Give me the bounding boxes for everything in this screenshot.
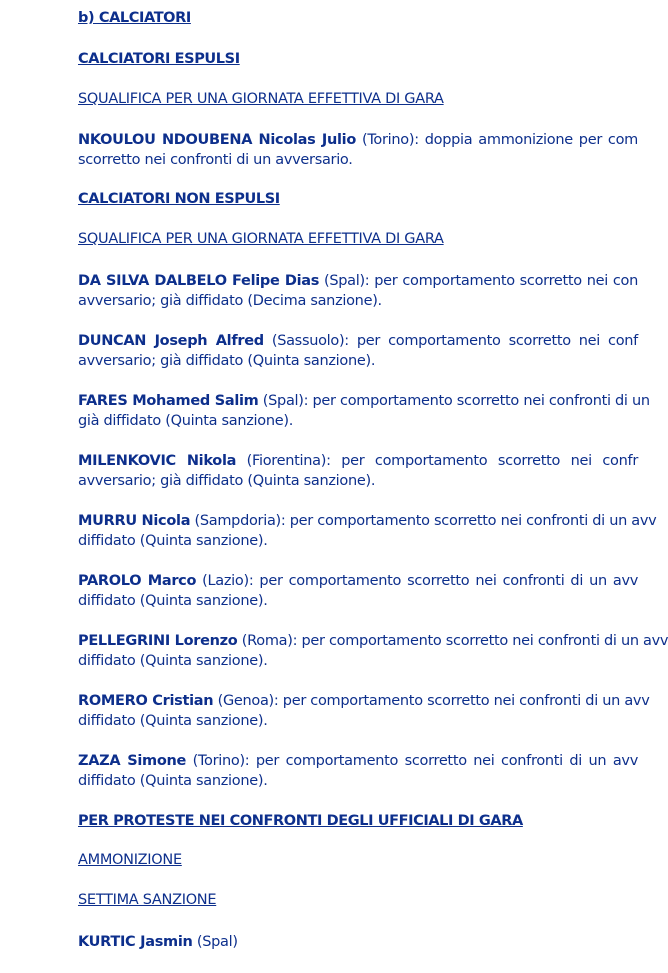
- protest-heading: PER PROTESTE NEI CONFRONTI DEGLI UFFICIALI DI GARA: [78, 813, 523, 829]
- player-name: DUNCAN Joseph Alfred: [78, 333, 264, 349]
- non-expelled-entry: [78, 691, 650, 731]
- player-name: ROMERO Cristian: [78, 693, 214, 709]
- entry-text-cont: diffidato (Quinta sanzione).: [78, 773, 268, 789]
- player-name: KURTIC Jasmin: [78, 934, 193, 950]
- non-expelled-entry: [78, 571, 638, 611]
- player-name: MURRU Nicola: [78, 513, 191, 529]
- player-name: NKOULOU NDOUBENA Nicolas Julio: [78, 132, 356, 148]
- entry-text: (Sampdoria): per comportamento scorretto nei confronti di un avv: [190, 513, 657, 529]
- entry-text-cont: avversario; già diffidato (Quinta sanzione).: [78, 473, 376, 489]
- player-name: DA SILVA DALBELO Felipe Dias: [78, 273, 320, 289]
- entry-text-cont: già diffidato (Quinta sanzione).: [78, 413, 294, 429]
- last-entry: [78, 932, 638, 952]
- expelled-entry: [78, 130, 638, 170]
- non-expelled-entry: [78, 631, 668, 671]
- non-expelled-entry: [78, 751, 638, 791]
- non-expelled-entry: [78, 391, 650, 431]
- player-name: ZAZA Simone: [78, 753, 187, 769]
- entry-text-cont: avversario; già diffidato (Decima sanzione).: [78, 293, 382, 309]
- entry-text: (Spal): per comportamento scorretto nei con: [319, 273, 639, 289]
- entry-text: (Roma): per comportamento scorretto nei confronti di un avv: [237, 633, 668, 649]
- entry-text: (Sassuolo): per comportamento scorretto nei conf: [263, 333, 638, 349]
- non-expelled-subheading: SQUALIFICA PER UNA GIORNATA EFFETTIVA DI GARA: [78, 231, 444, 247]
- entry-text-cont: diffidato (Quinta sanzione).: [78, 533, 268, 549]
- entry-text-cont: diffidato (Quinta sanzione).: [78, 653, 268, 669]
- entry-text: (Torino): doppia ammonizione per com: [356, 132, 639, 148]
- non-expelled-entry: [78, 331, 638, 371]
- entry-text: (Spal): [192, 934, 238, 950]
- non-expelled-entry: [78, 451, 638, 491]
- non-expelled-entry: [78, 511, 657, 551]
- entry-text: (Torino): per comportamento scorretto nei confronti di un avv: [186, 753, 638, 769]
- section-title: b) CALCIATORI: [78, 10, 191, 26]
- non-expelled-entry: [78, 271, 638, 311]
- entry-text-cont: diffidato (Quinta sanzione).: [78, 713, 268, 729]
- player-name: MILENKOVIC Nikola: [78, 453, 237, 469]
- entry-text-cont: avversario; già diffidato (Quinta sanzione).: [78, 353, 376, 369]
- entry-text-cont: scorretto nei confronti di un avversario.: [78, 152, 353, 168]
- entry-text-cont: diffidato (Quinta sanzione).: [78, 593, 268, 609]
- entry-text: (Genoa): per comportamento scorretto nei confronti di un avv: [213, 693, 650, 709]
- non-expelled-heading: CALCIATORI NON ESPULSI: [78, 191, 280, 207]
- player-name: PELLEGRINI Lorenzo: [78, 633, 238, 649]
- expelled-heading: CALCIATORI ESPULSI: [78, 51, 240, 67]
- expelled-subheading: SQUALIFICA PER UNA GIORNATA EFFETTIVA DI GARA: [78, 91, 444, 107]
- settima-subheading: SETTIMA SANZIONE: [78, 892, 217, 908]
- ammonizione-subheading: AMMONIZIONE: [78, 852, 182, 868]
- entry-text: (Fiorentina): per comportamento scorretto nei confr: [236, 453, 638, 469]
- player-name: PAROLO Marco: [78, 573, 197, 589]
- entry-text: (Spal): per comportamento scorretto nei confronti di un: [258, 393, 650, 409]
- player-name: FARES Mohamed Salim: [78, 393, 259, 409]
- entry-text: (Lazio): per comportamento scorretto nei confronti di un avv: [196, 573, 639, 589]
